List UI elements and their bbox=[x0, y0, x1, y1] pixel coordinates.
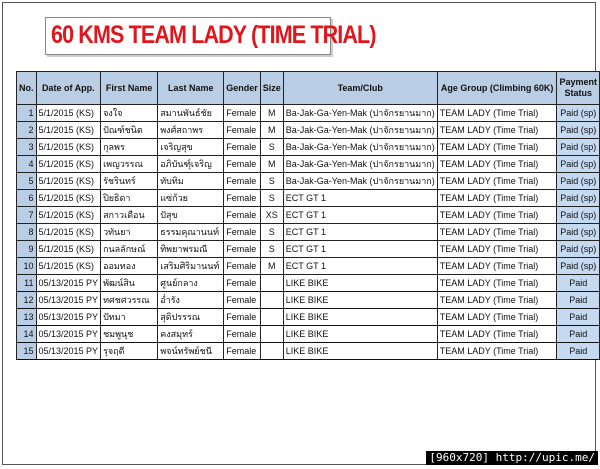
cell-gender: Female bbox=[224, 122, 261, 139]
cell-payment: Paid bbox=[557, 275, 600, 292]
cell-no: 3 bbox=[17, 139, 37, 156]
cell-first-name: กุลพร bbox=[101, 139, 158, 156]
cell-size: S bbox=[260, 173, 283, 190]
cell-age-group: TEAM LADY (Time Trial) bbox=[437, 122, 557, 139]
cell-age-group: TEAM LADY (Time Trial) bbox=[437, 190, 557, 207]
cell-age-group: TEAM LADY (Time Trial) bbox=[437, 309, 557, 326]
cell-first-name: พัฒน์สิน bbox=[101, 275, 158, 292]
cell-payment: Paid bbox=[557, 309, 600, 326]
cell-gender: Female bbox=[224, 309, 261, 326]
table-row bbox=[17, 275, 600, 292]
cell-date: 5/1/2015 (KS) bbox=[36, 122, 101, 139]
cell-no: 14 bbox=[17, 326, 37, 343]
cell-size: M bbox=[260, 122, 283, 139]
cell-age-group: TEAM LADY (Time Trial) bbox=[437, 224, 557, 241]
title-box bbox=[45, 17, 376, 55]
cell-date: 05/13/2015 PY bbox=[36, 326, 101, 343]
cell-no: 15 bbox=[17, 343, 37, 360]
cell-date: 05/13/2015 PY bbox=[36, 309, 101, 326]
cell-size bbox=[260, 309, 283, 326]
cell-gender: Female bbox=[224, 207, 261, 224]
cell-team: LIKE BIKE bbox=[283, 309, 437, 326]
cell-date: 05/13/2015 PY bbox=[36, 343, 101, 360]
cell-no: 9 bbox=[17, 241, 37, 258]
cell-no: 12 bbox=[17, 292, 37, 309]
cell-age-group: TEAM LADY (Time Trial) bbox=[437, 139, 557, 156]
cell-first-name: ปัณฑ์ชนิต bbox=[101, 122, 158, 139]
cell-first-name: ออมทอง bbox=[101, 258, 158, 275]
cell-date: 5/1/2015 (KS) bbox=[36, 241, 101, 258]
cell-age-group: TEAM LADY (Time Trial) bbox=[437, 343, 557, 360]
cell-team: Ba-Jak-Ga-Yen-Mak (ปาจักรยานมาก) bbox=[283, 105, 437, 122]
cell-last-name: สุดิปรรรณ bbox=[158, 309, 224, 326]
table-row bbox=[17, 105, 600, 122]
cell-gender: Female bbox=[224, 343, 261, 360]
cell-first-name: สกาวเดือน bbox=[101, 207, 158, 224]
cell-date: 5/1/2015 (KS) bbox=[36, 258, 101, 275]
cell-first-name: ปัทมา bbox=[101, 309, 158, 326]
cell-last-name: ทับทิม bbox=[158, 173, 224, 190]
cell-size bbox=[260, 326, 283, 343]
cell-last-name: อภิบันฑุ์เจริญ bbox=[158, 156, 224, 173]
cell-date: 5/1/2015 (KS) bbox=[36, 207, 101, 224]
cell-payment: Paid (sp) bbox=[557, 156, 600, 173]
cell-last-name: ทิพยาพรมณี bbox=[158, 241, 224, 258]
cell-last-name: แซ่ก้วย bbox=[158, 190, 224, 207]
cell-date: 5/1/2015 (KS) bbox=[36, 190, 101, 207]
cell-first-name: ชมพูนุช bbox=[101, 326, 158, 343]
cell-first-name: รัชรินทร์ bbox=[101, 173, 158, 190]
cell-size: M bbox=[260, 105, 283, 122]
cell-team: Ba-Jak-Ga-Yen-Mak (ปาจักรยานมาก) bbox=[283, 156, 437, 173]
header-row bbox=[17, 72, 600, 105]
col-header-team: Team/Club bbox=[283, 72, 437, 105]
cell-date: 5/1/2015 (KS) bbox=[36, 105, 101, 122]
cell-size bbox=[260, 292, 283, 309]
cell-last-name: สมานพันธ์ชัย bbox=[158, 105, 224, 122]
cell-no: 2 bbox=[17, 122, 37, 139]
table-row bbox=[17, 139, 600, 156]
table-row bbox=[17, 207, 600, 224]
col-header-first-name: First Name bbox=[101, 72, 158, 105]
cell-payment: Paid (sp) bbox=[557, 139, 600, 156]
cell-age-group: TEAM LADY (Time Trial) bbox=[437, 156, 557, 173]
cell-gender: Female bbox=[224, 190, 261, 207]
cell-date: 5/1/2015 (KS) bbox=[36, 156, 101, 173]
table-row bbox=[17, 343, 600, 360]
cell-size: M bbox=[260, 156, 283, 173]
cell-payment: Paid (sp) bbox=[557, 207, 600, 224]
table-row bbox=[17, 224, 600, 241]
cell-size: S bbox=[260, 241, 283, 258]
table-row bbox=[17, 241, 600, 258]
cell-date: 5/1/2015 (KS) bbox=[36, 173, 101, 190]
cell-age-group: TEAM LADY (Time Trial) bbox=[437, 207, 557, 224]
table-row bbox=[17, 173, 600, 190]
table-row bbox=[17, 292, 600, 309]
cell-size: XS bbox=[260, 207, 283, 224]
cell-last-name: ปัสุข bbox=[158, 207, 224, 224]
table-row bbox=[17, 326, 600, 343]
cell-team: ECT GT 1 bbox=[283, 207, 437, 224]
cell-gender: Female bbox=[224, 105, 261, 122]
table-row bbox=[17, 122, 600, 139]
cell-team: ECT GT 1 bbox=[283, 241, 437, 258]
col-header-gender: Gender bbox=[224, 72, 261, 105]
cell-age-group: TEAM LADY (Time Trial) bbox=[437, 241, 557, 258]
cell-last-name: ศูนย์กลาง bbox=[158, 275, 224, 292]
cell-team: Ba-Jak-Ga-Yen-Mak (ปาจักรยานมาก) bbox=[283, 122, 437, 139]
cell-payment: Paid (sp) bbox=[557, 122, 600, 139]
col-header-age-group: Age Group (Climbing 60K) bbox=[437, 72, 557, 105]
cell-gender: Female bbox=[224, 156, 261, 173]
cell-first-name: เพญวรรณ bbox=[101, 156, 158, 173]
cell-gender: Female bbox=[224, 258, 261, 275]
col-header-size: Size bbox=[260, 72, 283, 105]
cell-payment: Paid (sp) bbox=[557, 224, 600, 241]
cell-no: 11 bbox=[17, 275, 37, 292]
cell-gender: Female bbox=[224, 326, 261, 343]
page-title: 60 KMS TEAM LADY (TIME TRIAL) bbox=[51, 21, 376, 49]
cell-gender: Female bbox=[224, 241, 261, 258]
cell-last-name: เสริมศิริมานนท์ bbox=[158, 258, 224, 275]
cell-no: 5 bbox=[17, 173, 37, 190]
cell-gender: Female bbox=[224, 275, 261, 292]
cell-no: 13 bbox=[17, 309, 37, 326]
cell-age-group: TEAM LADY (Time Trial) bbox=[437, 105, 557, 122]
cell-team: LIKE BIKE bbox=[283, 292, 437, 309]
cell-first-name: รุจฤดี bbox=[101, 343, 158, 360]
table-row bbox=[17, 258, 600, 275]
cell-team: Ba-Jak-Ga-Yen-Mak (ปาจักรยานมาก) bbox=[283, 139, 437, 156]
cell-no: 7 bbox=[17, 207, 37, 224]
cell-last-name: พจน์ทรัพย์ชนี bbox=[158, 343, 224, 360]
cell-payment: Paid (sp) bbox=[557, 258, 600, 275]
cell-last-name: พงศ์สถาพร bbox=[158, 122, 224, 139]
cell-team: ECT GT 1 bbox=[283, 224, 437, 241]
registration-table bbox=[16, 71, 600, 360]
cell-gender: Female bbox=[224, 292, 261, 309]
cell-first-name: ทศชศวรรณ bbox=[101, 292, 158, 309]
cell-team: LIKE BIKE bbox=[283, 326, 437, 343]
cell-age-group: TEAM LADY (Time Trial) bbox=[437, 258, 557, 275]
cell-team: ECT GT 1 bbox=[283, 190, 437, 207]
col-header-payment: Payment Status bbox=[557, 72, 600, 105]
cell-payment: Paid (sp) bbox=[557, 241, 600, 258]
cell-first-name: กนลลักษณ์ bbox=[101, 241, 158, 258]
cell-first-name: วทันยา bbox=[101, 224, 158, 241]
cell-date: 05/13/2015 PY bbox=[36, 292, 101, 309]
col-header-date: Date of App. bbox=[36, 72, 101, 105]
cell-size: S bbox=[260, 139, 283, 156]
cell-no: 4 bbox=[17, 156, 37, 173]
cell-date: 05/13/2015 PY bbox=[36, 275, 101, 292]
col-header-no: No. bbox=[17, 72, 37, 105]
cell-payment: Paid (sp) bbox=[557, 173, 600, 190]
cell-size: M bbox=[260, 258, 283, 275]
cell-team: LIKE BIKE bbox=[283, 275, 437, 292]
cell-size: S bbox=[260, 190, 283, 207]
table-row bbox=[17, 190, 600, 207]
cell-no: 8 bbox=[17, 224, 37, 241]
cell-age-group: TEAM LADY (Time Trial) bbox=[437, 275, 557, 292]
cell-first-name: ปิยธิดา bbox=[101, 190, 158, 207]
cell-size bbox=[260, 275, 283, 292]
cell-size bbox=[260, 343, 283, 360]
cell-payment: Paid bbox=[557, 326, 600, 343]
cell-date: 5/1/2015 (KS) bbox=[36, 139, 101, 156]
cell-gender: Female bbox=[224, 173, 261, 190]
cell-age-group: TEAM LADY (Time Trial) bbox=[437, 173, 557, 190]
col-header-last-name: Last Name bbox=[158, 72, 224, 105]
cell-last-name: คงสมุทร์ bbox=[158, 326, 224, 343]
cell-last-name: ธรรมคุณานนท์ bbox=[158, 224, 224, 241]
cell-last-name: อ่ำรัง bbox=[158, 292, 224, 309]
cell-team: LIKE BIKE bbox=[283, 343, 437, 360]
table-row bbox=[17, 156, 600, 173]
cell-age-group: TEAM LADY (Time Trial) bbox=[437, 292, 557, 309]
cell-gender: Female bbox=[224, 224, 261, 241]
cell-date: 5/1/2015 (KS) bbox=[36, 224, 101, 241]
image-host-footer: [960x720] http://upic.me/ bbox=[426, 451, 598, 465]
cell-size: S bbox=[260, 224, 283, 241]
cell-no: 1 bbox=[17, 105, 37, 122]
cell-team: Ba-Jak-Ga-Yen-Mak (ปาจักรยานมาก) bbox=[283, 173, 437, 190]
cell-gender: Female bbox=[224, 139, 261, 156]
cell-payment: Paid bbox=[557, 292, 600, 309]
cell-last-name: เจริญสุข bbox=[158, 139, 224, 156]
cell-first-name: จงใจ bbox=[101, 105, 158, 122]
cell-team: ECT GT 1 bbox=[283, 258, 437, 275]
table-row bbox=[17, 309, 600, 326]
cell-payment: Paid bbox=[557, 343, 600, 360]
cell-no: 10 bbox=[17, 258, 37, 275]
cell-payment: Paid (sp) bbox=[557, 105, 600, 122]
cell-payment: Paid (sp) bbox=[557, 190, 600, 207]
cell-no: 6 bbox=[17, 190, 37, 207]
cell-age-group: TEAM LADY (Time Trial) bbox=[437, 326, 557, 343]
